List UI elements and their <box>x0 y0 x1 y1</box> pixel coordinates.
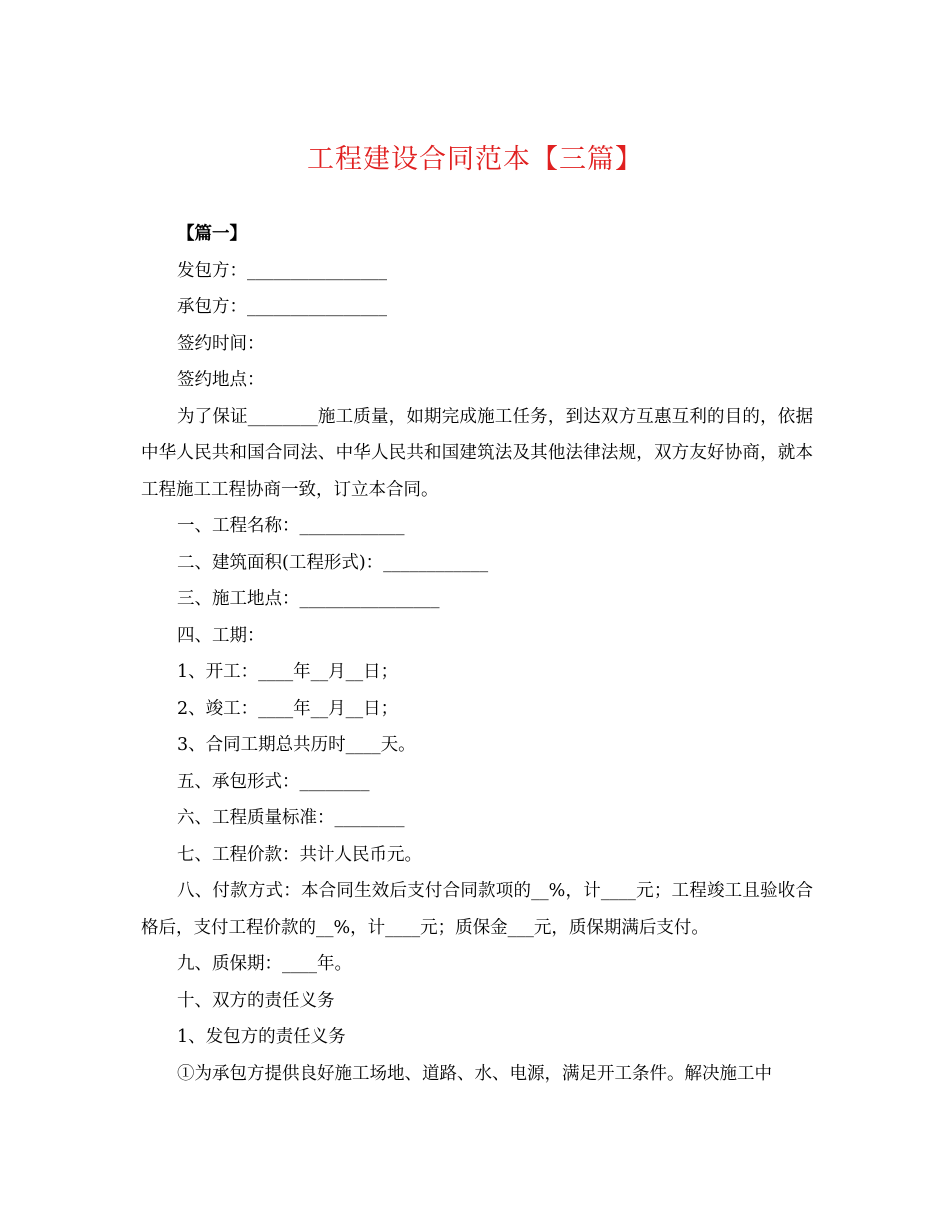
section-heading: 【篇一】 <box>177 224 247 244</box>
clause-employer-responsibilities: 1、发包方的责任义务 <box>177 1027 346 1047</box>
clause-payment-method: 八、付款方式：本合同生效后支付合同款项的__%，计____元；工程竣工且验收合格后，支付工程价款的__%，计____元；质保金___元，质保期满后支付。 <box>141 881 813 938</box>
clause-total-days: 3、合同工期总共历时____天。 <box>177 735 416 755</box>
clause-project-name: 一、工程名称：____________ <box>177 516 405 536</box>
clause-construction-site: 三、施工地点：________________ <box>177 589 440 609</box>
signing-time-line: 签约时间： <box>177 333 265 354</box>
clause-contract-form: 五、承包形式：________ <box>177 771 370 792</box>
clause-employer-duty-1: ①为承包方提供良好施工场地、道路、水、电源，满足开工条件。解决施工中 <box>177 1063 772 1084</box>
clause-contract-price: 七、工程价款：共计人民币元。 <box>177 844 422 865</box>
contractor-line: 承包方：________________ <box>177 297 387 317</box>
clause-building-area: 二、建筑面积(工程形式)：____________ <box>177 552 489 573</box>
clause-responsibilities: 十、双方的责任义务 <box>177 990 335 1011</box>
document-title: 工程建设合同范本【三篇】 <box>307 144 643 175</box>
clause-quality-standard: 六、工程质量标准：________ <box>177 808 405 828</box>
clause-duration: 四、工期： <box>177 625 265 646</box>
document-body <box>141 216 813 1092</box>
clause-warranty-period: 九、质保期：____年。 <box>177 954 352 974</box>
intro-paragraph: 为了保证________施工质量，如期完成施工任务，到达双方互惠互利的目的，依据中华人民共和国合同法、中华人民共和国建筑法及其他法律法规，双方友好协商，就本工程施工工程协商一致，订立本合同。 <box>141 406 813 500</box>
clause-completion-date: 2、竣工：____年__月__日； <box>177 698 399 719</box>
employer-line: 发包方：________________ <box>177 260 387 281</box>
clause-start-date: 1、开工：____年__月__日； <box>177 662 399 682</box>
signing-place-line: 签约地点： <box>177 370 265 390</box>
